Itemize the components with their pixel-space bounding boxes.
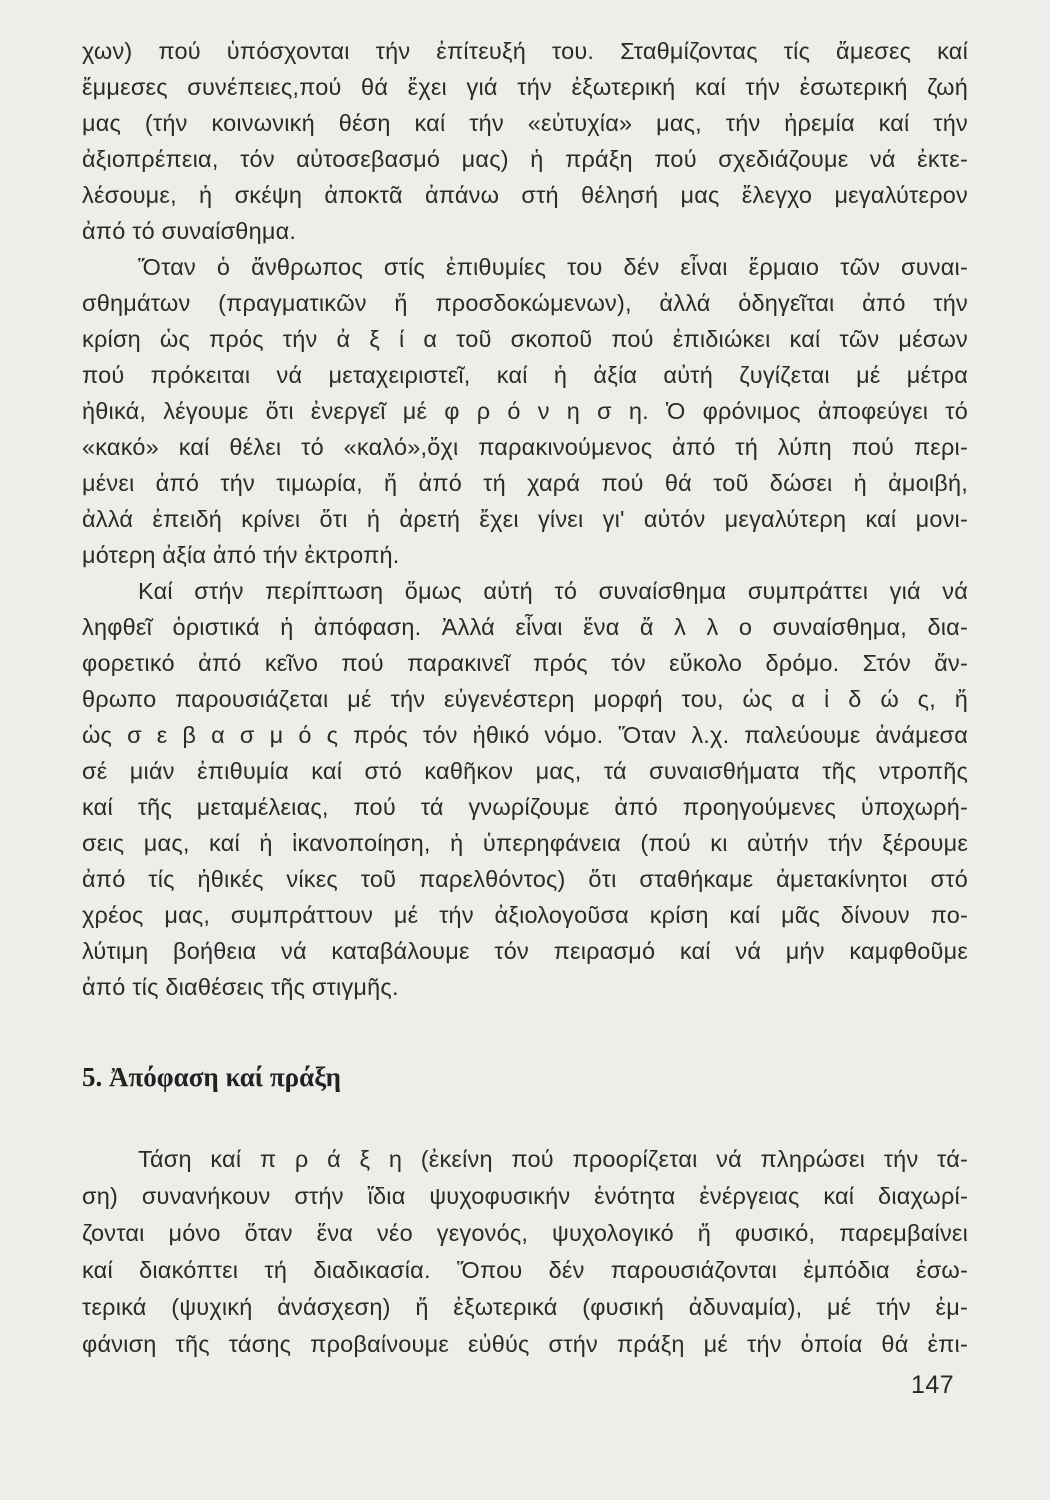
text-line: μένει ἀπό τήν τιμωρία, ἤ ἀπό τή χαρά πού θά τοῦ δώσει ἡ ἀμοιβή,: [82, 470, 968, 496]
text-line: καί τῆς μεταμέλειας, πού τά γνωρίζουμε ἀπό προηγούμενες ὑποχωρή-: [82, 794, 968, 820]
text-line: πού πρόκειται νά μεταχειριστεῖ, καί ἡ ἀξία αὐτή ζυγίζεται μέ μέτρα: [82, 362, 968, 388]
text-line: φορετικό ἀπό κεῖνο πού παρακινεῖ πρός τόν εὔκολο δρόμο. Στόν ἄν-: [82, 650, 968, 676]
text-line: κρίση ὡς πρός τήν ἀ ξ ί α τοῦ σκοποῦ πού ἐπιδιώκει καί τῶν μέσων: [82, 326, 968, 352]
text-line: σέ μιάν ἐπιθυμία καί στό καθῆκον μας, τά συναισθήματα τῆς ντροπῆς: [82, 758, 968, 784]
section-heading: 5. Ἀπόφαση καί πράξη: [82, 1062, 341, 1092]
text-line: «κακό» καί θέλει τό «καλό»,ὄχι παρακινούμενος ἀπό τή λύπη πού περι-: [82, 434, 968, 460]
text-line: ὡς σ ε β α σ μ ό ς πρός τόν ἠθικό νόμο. Ὅταν λ.χ. παλεύουμε ἀνάμεσα: [82, 722, 968, 748]
text-line: ληφθεῖ ὁριστικά ἡ ἀπόφαση. Ἀλλά εἶναι ἕνα ἄ λ λ ο συναίσθημα, δια-: [82, 614, 968, 640]
text-line: καί διακόπτει τή διαδικασία. Ὅπου δέν παρουσιάζονται ἐμπόδια ἐσω-: [82, 1257, 968, 1283]
text-line: ση) συνανήκουν στήν ἴδια ψυχοφυσικήν ἑνότητα ἐνέργειας καί διαχωρί-: [82, 1183, 968, 1209]
text-line: ἀπό τό συναίσθημα.: [82, 218, 297, 244]
text-line: ἠθικά, λέγουμε ὅτι ἐνεργεῖ μέ φ ρ ό ν η σ η. Ὁ φρόνιμος ἀποφεύγει τό: [82, 398, 968, 424]
text-line: ἀπό τίς διαθέσεις τῆς στιγμῆς.: [82, 974, 399, 1000]
text-line: ἀξιοπρέπεια, τόν αὐτοσεβασμό μας) ἡ πράξη πού σχεδιάζουμε νά ἐκτε-: [82, 146, 968, 172]
text-line: ἀπό τίς ἠθικές νίκες τοῦ παρελθόντος) ὅτι σταθήκαμε ἀμετακίνητοι στό: [82, 866, 968, 892]
text-line: μας (τήν κοινωνική θέση καί τήν «εὐτυχία» μας, τήν ἠρεμία καί τήν: [82, 110, 968, 136]
text-line: Τάση καί π ρ ά ξ η (ἐκείνη πού προορίζεται νά πληρώσει τήν τά-: [138, 1146, 968, 1172]
text-line: Ὅταν ὁ ἄνθρωπος στίς ἐπιθυμίες του δέν εἶναι ἕρμαιο τῶν συναι-: [138, 254, 968, 280]
text-line: Καί στήν περίπτωση ὅμως αὐτή τό συναίσθημα συμπράττει γιά νά: [138, 578, 968, 604]
text-line: λύτιμη βοήθεια νά καταβάλουμε τόν πειρασμό καί νά μήν καμφθοῦμε: [82, 938, 968, 964]
text-line: ἔμμεσες συνέπειες,πού θά ἔχει γιά τήν ἐξωτερική καί τήν ἐσωτερική ζωή: [82, 74, 968, 100]
text-line: φάνιση τῆς τάσης προβαίνουμε εὐθύς στήν πράξη μέ τήν ὁποία θά ἐπι-: [82, 1331, 968, 1357]
text-line: σθημάτων (πραγματικῶν ἤ προσδοκώμενων), ἀλλά ὁδηγεῖται ἀπό τήν: [82, 290, 968, 316]
page-number: 147: [911, 1371, 955, 1399]
text-line: τερικά (ψυχική ἀνάσχεση) ἤ ἐξωτερικά (φυσική ἀδυναμία), μέ τήν ἐμ-: [82, 1294, 968, 1320]
text-line: ἀλλά ἐπειδή κρίνει ὅτι ἡ ἀρετή ἔχει γίνει γι' αὐτόν μεγαλύτερη καί μονι-: [82, 506, 968, 532]
text-line: λέσουμε, ἡ σκέψη ἀποκτᾶ ἀπάνω στή θέλησή μας ἔλεγχο μεγαλύτερον: [82, 182, 968, 208]
text-line: ζονται μόνο ὅταν ἕνα νέο γεγονός, ψυχολογικό ἤ φυσικό, παρεμβαίνει: [82, 1220, 968, 1246]
text-line: χων) πού ὑπόσχονται τήν ἐπίτευξή του. Σταθμίζοντας τίς ἄμεσες καί: [82, 38, 968, 64]
text-line: χρέος μας, συμπράττουν μέ τήν ἀξιολογοῦσα κρίση καί μᾶς δίνουν πο-: [82, 902, 968, 928]
text-line: θρωπο παρουσιάζεται μέ τήν εὐγενέστερη μορφή του, ὡς α ἰ δ ώ ς, ἤ: [82, 686, 968, 712]
text-line: μότερη ἀξία ἀπό τήν ἐκτροπή.: [82, 542, 400, 568]
text-line: σεις μας, καί ἡ ἱκανοποίηση, ἡ ὑπερηφάνεια (πού κι αὐτήν τήν ξέρουμε: [82, 830, 968, 856]
